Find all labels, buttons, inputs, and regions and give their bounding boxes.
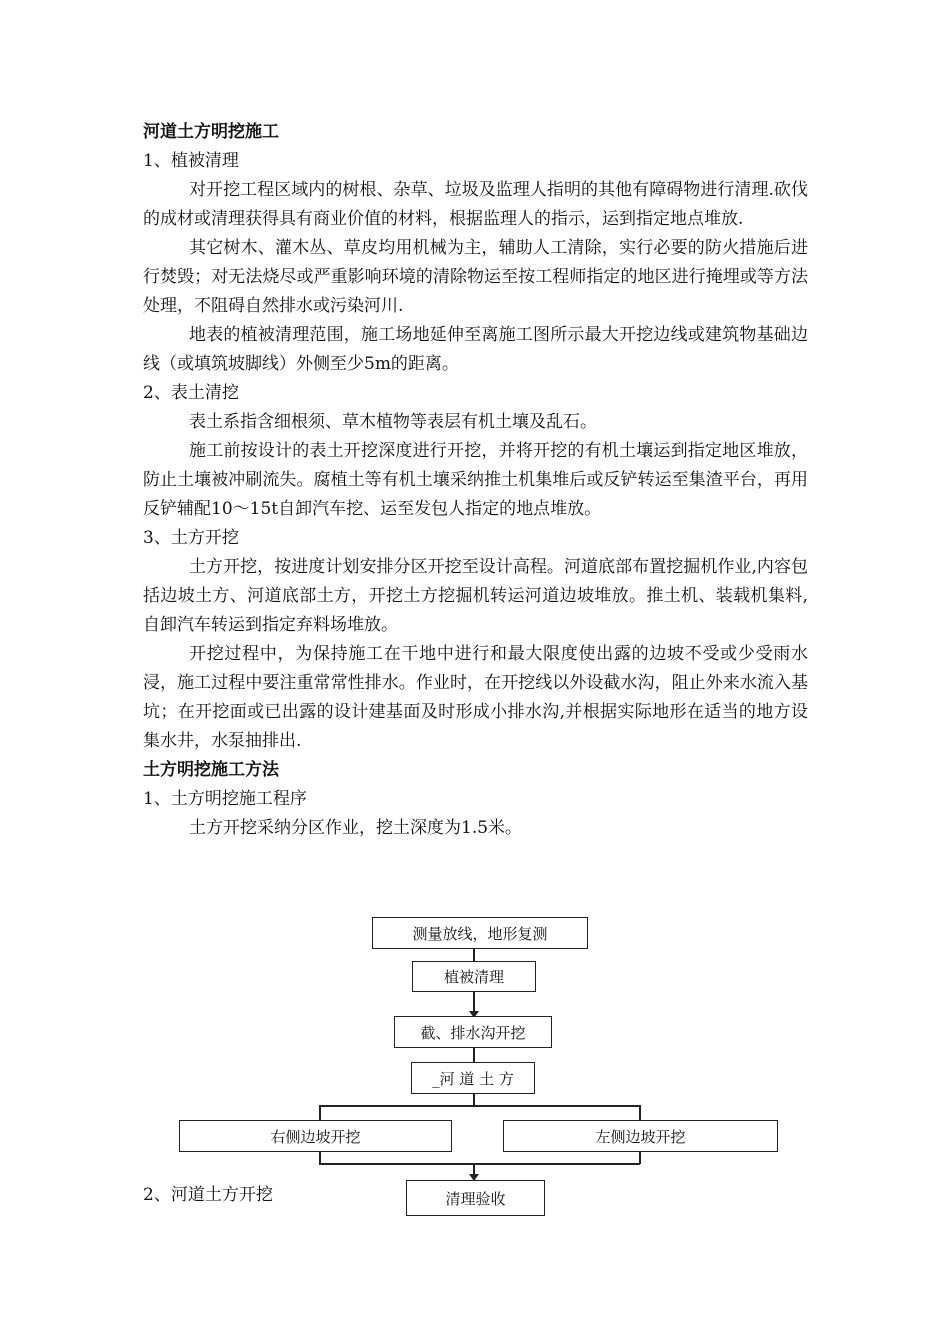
paragraph: 土方开挖采纳分区作业，挖土深度为1.5米。 xyxy=(189,818,523,838)
paragraph: 施工前按设计的表土开挖深度进行开挖，并将开挖的有机土壤运到指定地区堆放，防止土壤被冲刷流失。腐植土等有机土壤采纳推土机集堆后或反铲转运至集渣平台，再用反铲辅配10～15t自卸汽车挖、运至发包人指定的地点堆放。 xyxy=(143,441,808,519)
connector xyxy=(319,1105,640,1107)
section-title-earthwork: 河道土方明挖施工 xyxy=(143,122,279,142)
subheading-vegetation-clearing: 1、植被清理 xyxy=(143,151,239,171)
connector xyxy=(319,1105,321,1120)
flow-step-vegetation: 植被清理 xyxy=(412,961,536,992)
paragraph: 土方开挖，按进度计划安排分区开挖至设计高程。河道底部布置挖掘机作业,内容包括边坡土方、河道底部土方，开挖土方挖掘机转运河道边坡堆放。推土机、装载机集料,自卸汽车转运到指定弃料场堆放。 xyxy=(143,557,808,635)
paragraph: 开挖过程中，为保持施工在干地中进行和最大限度使出露的边坡不受或少受雨水浸，施工过程中要注重常常性排水。作业时，在开挖线以外设截水沟，阻止外来水流入基坑；在开挖面或已出露的设计建基面及时形成小排水沟,并根据实际地形在适当的地方设集水井，水泵抽排出. xyxy=(143,644,808,751)
subheading-earth-excavation: 3、土方开挖 xyxy=(143,528,239,548)
flow-step-survey: 测量放线，地形复测 xyxy=(372,917,588,949)
subheading-procedure: 1、土方明挖施工程序 xyxy=(143,789,307,809)
paragraph: 其它树木、灌木丛、草皮均用机械为主，辅助人工清除，实行必要的防火措施后进行焚毁；对无法烧尽或严重影响环境的清除物运至按工程师指定的地区进行掩埋或等方法处理，不阻碍自然排水或污染河川. xyxy=(143,238,808,316)
flow-step-drainage: 截、排水沟开挖 xyxy=(394,1016,552,1048)
flow-step-left-slope: 左侧边坡开挖 xyxy=(503,1120,778,1152)
flow-step-river-earthwork: _河 道 土 方 xyxy=(411,1062,535,1094)
subheading-topsoil-removal: 2、表土清挖 xyxy=(143,383,239,403)
paragraph: 对开挖工程区域内的树根、杂草、垃圾及监理人指明的其他有障碍物进行清理.砍伐的成材或清理获得具有商业价值的材料，根据监理人的指示，运到指定地点堆放. xyxy=(143,180,808,229)
paragraph: 表土系指含细根须、草木植物等表层有机土壤及乱石。 xyxy=(189,412,597,432)
connector xyxy=(639,1105,641,1120)
connector xyxy=(319,1163,640,1165)
subheading-river-excavation: 2、河道土方开挖 xyxy=(143,1185,273,1205)
connector xyxy=(473,1047,475,1062)
flow-step-acceptance: 清理验收 xyxy=(406,1180,545,1216)
paragraph: 地表的植被清理范围，施工场地延伸至离施工图所示最大开挖边线或建筑物基础边线（或填筑坡脚线）外侧至少5m的距离。 xyxy=(143,325,808,374)
flow-step-right-slope: 右侧边坡开挖 xyxy=(179,1120,452,1152)
section-title-methods: 土方明挖施工方法 xyxy=(143,760,279,780)
connector xyxy=(473,948,475,962)
